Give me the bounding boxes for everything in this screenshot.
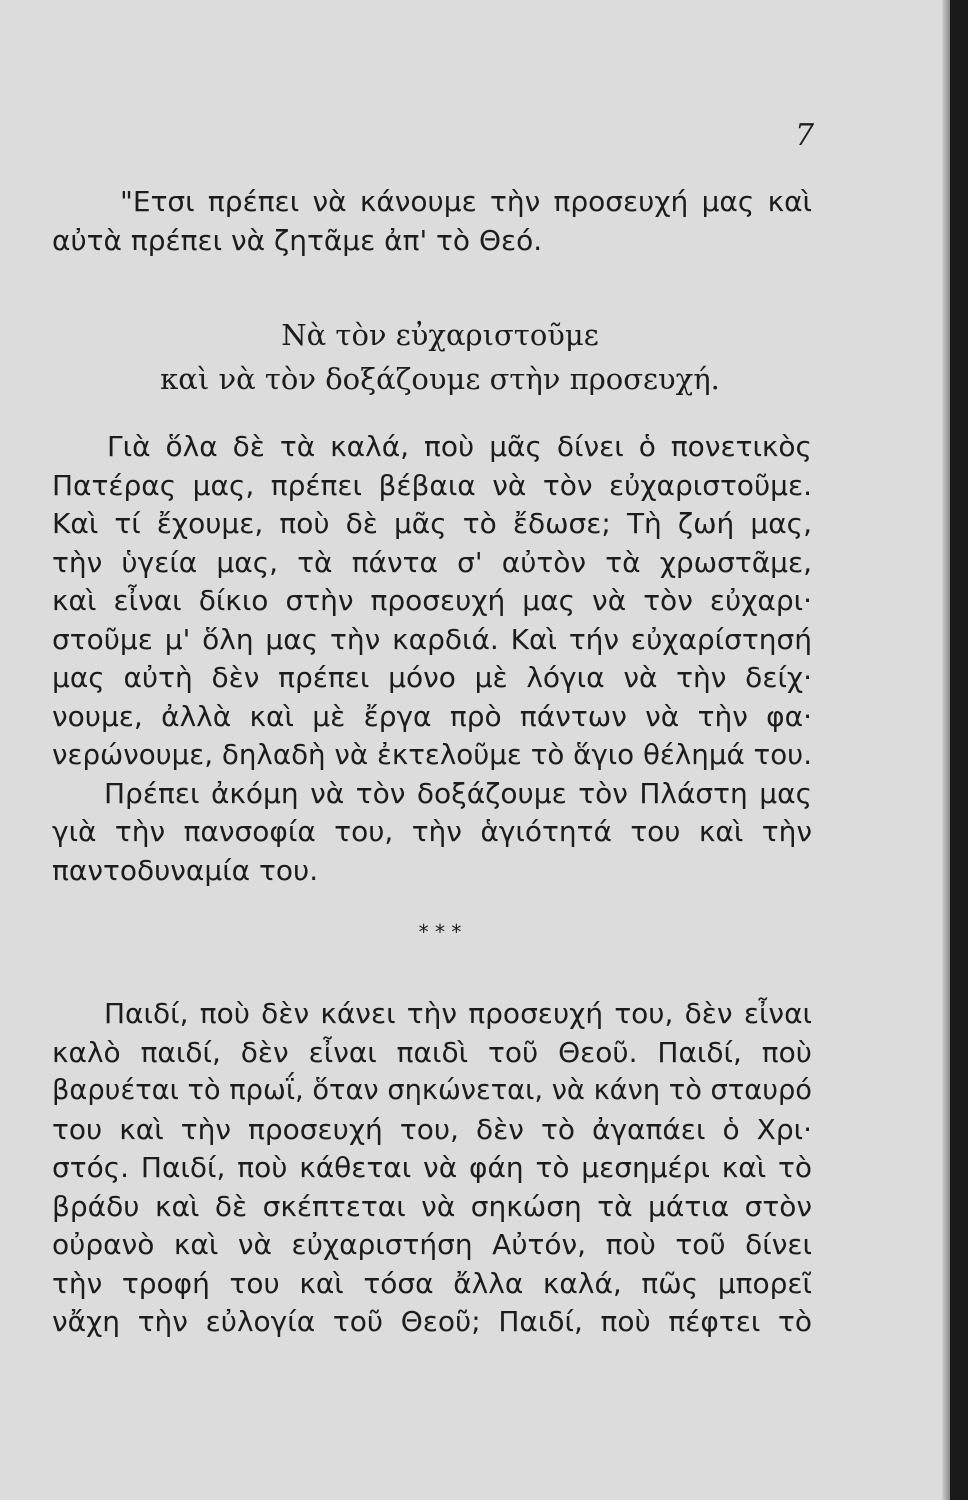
text-line: του καὶ τὴν προσευχή του, δὲν τὸ ἀγαπάει ὁ Χρι·: [52, 1112, 812, 1146]
text-line: νἄχη τὴν εὐλογία τοῦ Θεοῦ; Παιδί, ποὺ πέφτει τὸ: [52, 1305, 812, 1338]
text-line: Πατέρας μας, πρέπει βέβαια νὰ τὸν εὐχαριστοῦμε.: [52, 468, 812, 502]
text-line: στός. Παιδί, ποὺ κάθεται νὰ φάη τὸ μεσημέρι καὶ τὸ: [52, 1151, 812, 1184]
text-line: τὴν τροφή του καὶ τόσα ἄλλα καλά, πῶς μπορεῖ: [52, 1266, 812, 1300]
text-line: μας αὐτὴ δὲν πρέπει μόνο μὲ λόγια νὰ τὴν δείχ·: [52, 661, 812, 694]
paragraph-2: [52, 428, 812, 890]
text-line: Παιδί, ποὺ δὲν κάνει τὴν προσευχή του, δὲν εἶναι: [104, 997, 812, 1030]
text-line: στοῦμε μ' ὅλη μας τὴν καρδιά. Καὶ τήν εὐχαρίστησή: [52, 622, 812, 656]
text-line: γιὰ τὴν πανσοφία του, τὴν ἁγιότητά του καὶ τὴν: [52, 815, 812, 848]
text-line: Γιὰ ὅλα δὲ τὰ καλά, ποὺ μᾶς δίνει ὁ πονετικὸς: [107, 430, 812, 463]
page-number: 7: [795, 118, 815, 153]
paragraph-1: [52, 183, 812, 260]
paragraph-3: [52, 995, 812, 1342]
heading-line: καὶ νὰ τὸν δοξάζουμε στὴν προσευχή.: [160, 362, 720, 396]
text-line: Καὶ τί ἔχουμε, ποὺ δὲ μᾶς τὸ ἔδωσε; Τὴ ζωή μας,: [52, 507, 812, 540]
text-line: καὶ εἶναι δίκιο στὴν προσευχή μας νὰ τὸν εὐχαρι·: [52, 584, 812, 617]
text-line: οὐρανὸ καὶ νὰ εὐχαριστήση Αὐτόν, ποὺ τοῦ δίνει: [52, 1228, 812, 1261]
text-line: βαρυέται τὸ πρωΐ, ὅταν σηκώνεται, νὰ κάνη τὸ σταυρό: [52, 1075, 812, 1106]
heading-line: Νὰ τὸν εὐχαριστοῦμε: [281, 318, 599, 352]
text-line: νουμε, ἀλλὰ καὶ μὲ ἔργα πρὸ πάντων νὰ τὴν φα·: [52, 699, 812, 733]
text-line: Πρέπει ἀκόμη νὰ τὸν δοξάζουμε τὸν Πλάστη μας: [104, 776, 812, 810]
text-line: καλὸ παιδί, δὲν εἶναι παιδὶ τοῦ Θεοῦ. Παιδί, ποὺ: [52, 1035, 812, 1069]
section-separator: * * *: [418, 920, 462, 944]
page-edge-shadow: [942, 0, 950, 1500]
text-line: "Ετσι πρέπει νὰ κάνουμε τὴν προσευχή μας καὶ: [120, 185, 812, 218]
text-line: νερώνουμε, δηλαδὴ νὰ ἐκτελοῦμε τὸ ἅγιο θέλημά του.: [52, 738, 812, 771]
text-line: βράδυ καὶ δὲ σκέπτεται νὰ σηκώση τὰ μάτια στὸν: [52, 1189, 812, 1223]
text-line: τὴν ὑγεία μας, τὰ πάντα σ' αὐτὸν τὰ χρωστᾶμε,: [52, 545, 812, 579]
section-heading: [100, 313, 780, 401]
text-line: αὐτὰ πρέπει νὰ ζητᾶμε ἀπ' τὸ Θεό.: [52, 223, 543, 257]
text-line: παντοδυναμία του.: [52, 853, 319, 887]
page-edge-border: [950, 0, 968, 1500]
